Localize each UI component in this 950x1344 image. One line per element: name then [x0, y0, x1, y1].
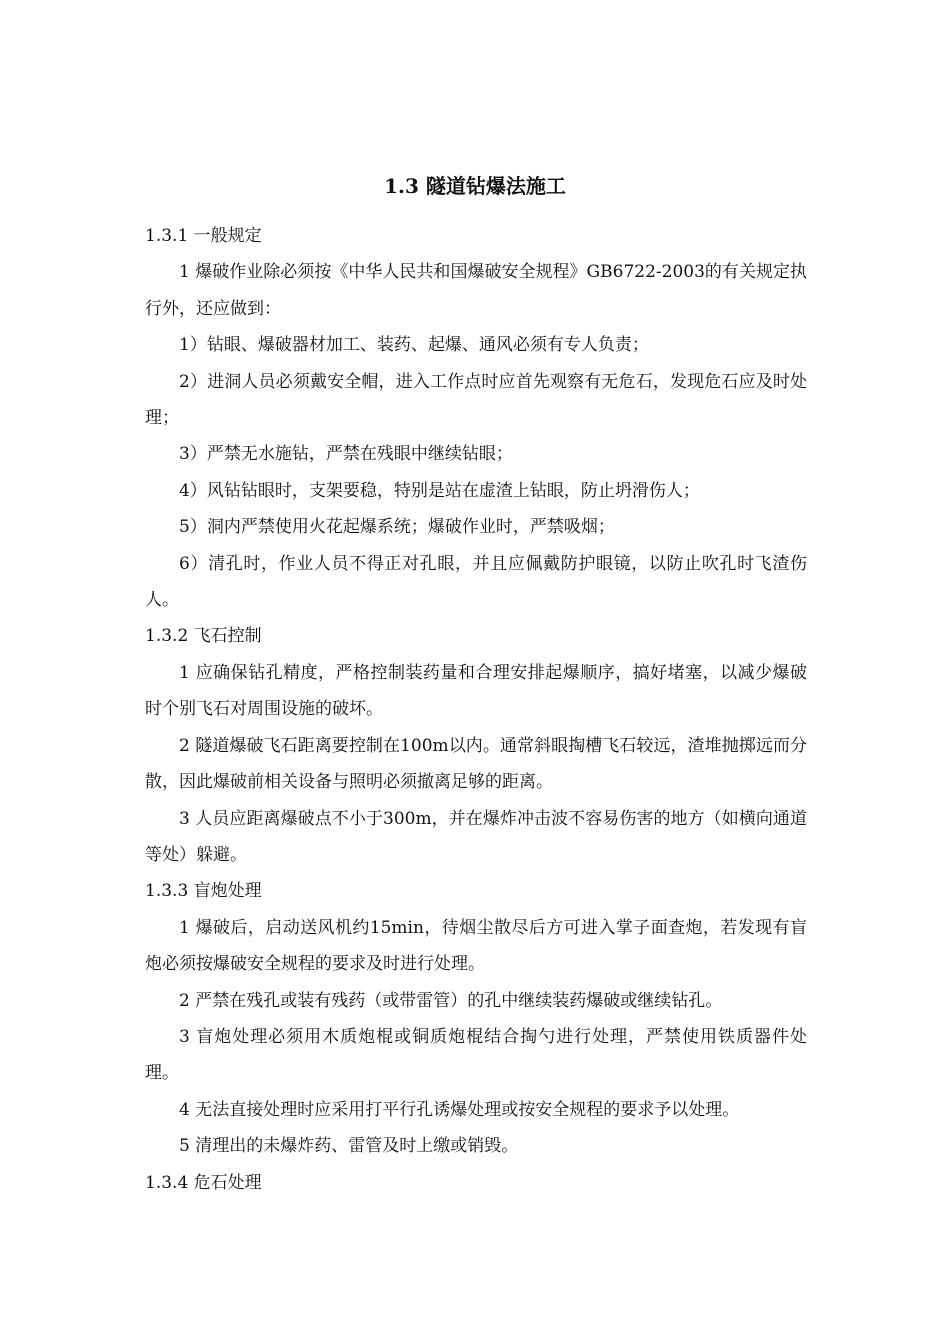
- list-item: 6）清孔时，作业人员不得正对孔眼，并且应佩戴防护眼镜，以防止吹孔时飞渣伤人。: [145, 553, 807, 611]
- paragraph: 2 严禁在残孔或装有残药（或带雷管）的孔中继续装药爆破或继续钻孔。: [179, 990, 723, 1011]
- list-item: 4）风钻钻眼时，支架要稳，特别是站在虚渣上钻眼，防止坍滑伤人；: [179, 480, 700, 501]
- paragraph: 1 爆破作业除必须按《中华人民共和国爆破安全规程》GB6722-2003的有关规定执行外，还应做到：: [145, 262, 807, 319]
- section-heading-1-3-2: 1.3.2 飞石控制: [145, 626, 262, 647]
- section-heading-1-3-1: 1.3.1 一般规定: [145, 226, 262, 246]
- paragraph: 4 无法直接处理时应采用打平行孔诱爆处理或按安全规程的要求予以处理。: [179, 1099, 740, 1120]
- paragraph: 3 盲炮处理必须用木质炮棍或铜质炮棍结合掏勺进行处理，严禁使用铁质器件处理。: [145, 1026, 807, 1084]
- list-item: 3）严禁无水施钻，严禁在残眼中继续钻眼；: [179, 444, 513, 465]
- paragraph: 2 隧道爆破飞石距离要控制在100m以内。通常斜眼掏槽飞石较远，渣堆抛掷远而分散，因此爆破前相关设备与照明必须撤离足够的距离。: [145, 735, 807, 793]
- paragraph: 5 清理出的未爆炸药、雷管及时上缴或销毁。: [179, 1136, 519, 1157]
- paragraph: 1 爆破后，启动送风机约15min，待烟尘散尽后方可进入掌子面查炮，若发现有盲炮必须按爆破安全规程的要求及时进行处理。: [145, 917, 807, 975]
- paragraph: 1 应确保钻孔精度，严格控制装药量和合理安排起爆顺序，搞好堵塞，以减少爆破时个别飞石对周围设施的破坏。: [145, 662, 807, 720]
- list-item: 5）洞内严禁使用火花起爆系统；爆破作业时，严禁吸烟；: [179, 517, 615, 538]
- section-heading-1-3-4: 1.3.4 危石处理: [145, 1172, 262, 1193]
- document-title: 1.3 隧道钻爆法施工: [384, 174, 566, 198]
- paragraph: 3 人员应距离爆破点不小于300m，并在爆炸冲击波不容易伤害的地方（如横向通道等处）躲避。: [145, 808, 807, 865]
- section-heading-1-3-3: 1.3.3 盲炮处理: [145, 881, 262, 902]
- document-body: [145, 218, 807, 1201]
- list-item: 2）进洞人员必须戴安全帽，进入工作点时应首先观察有无危石，发现危石应及时处理；: [145, 371, 807, 429]
- list-item: 1）钻眼、爆破器材加工、装药、起爆、通风必须有专人负责；: [179, 335, 649, 356]
